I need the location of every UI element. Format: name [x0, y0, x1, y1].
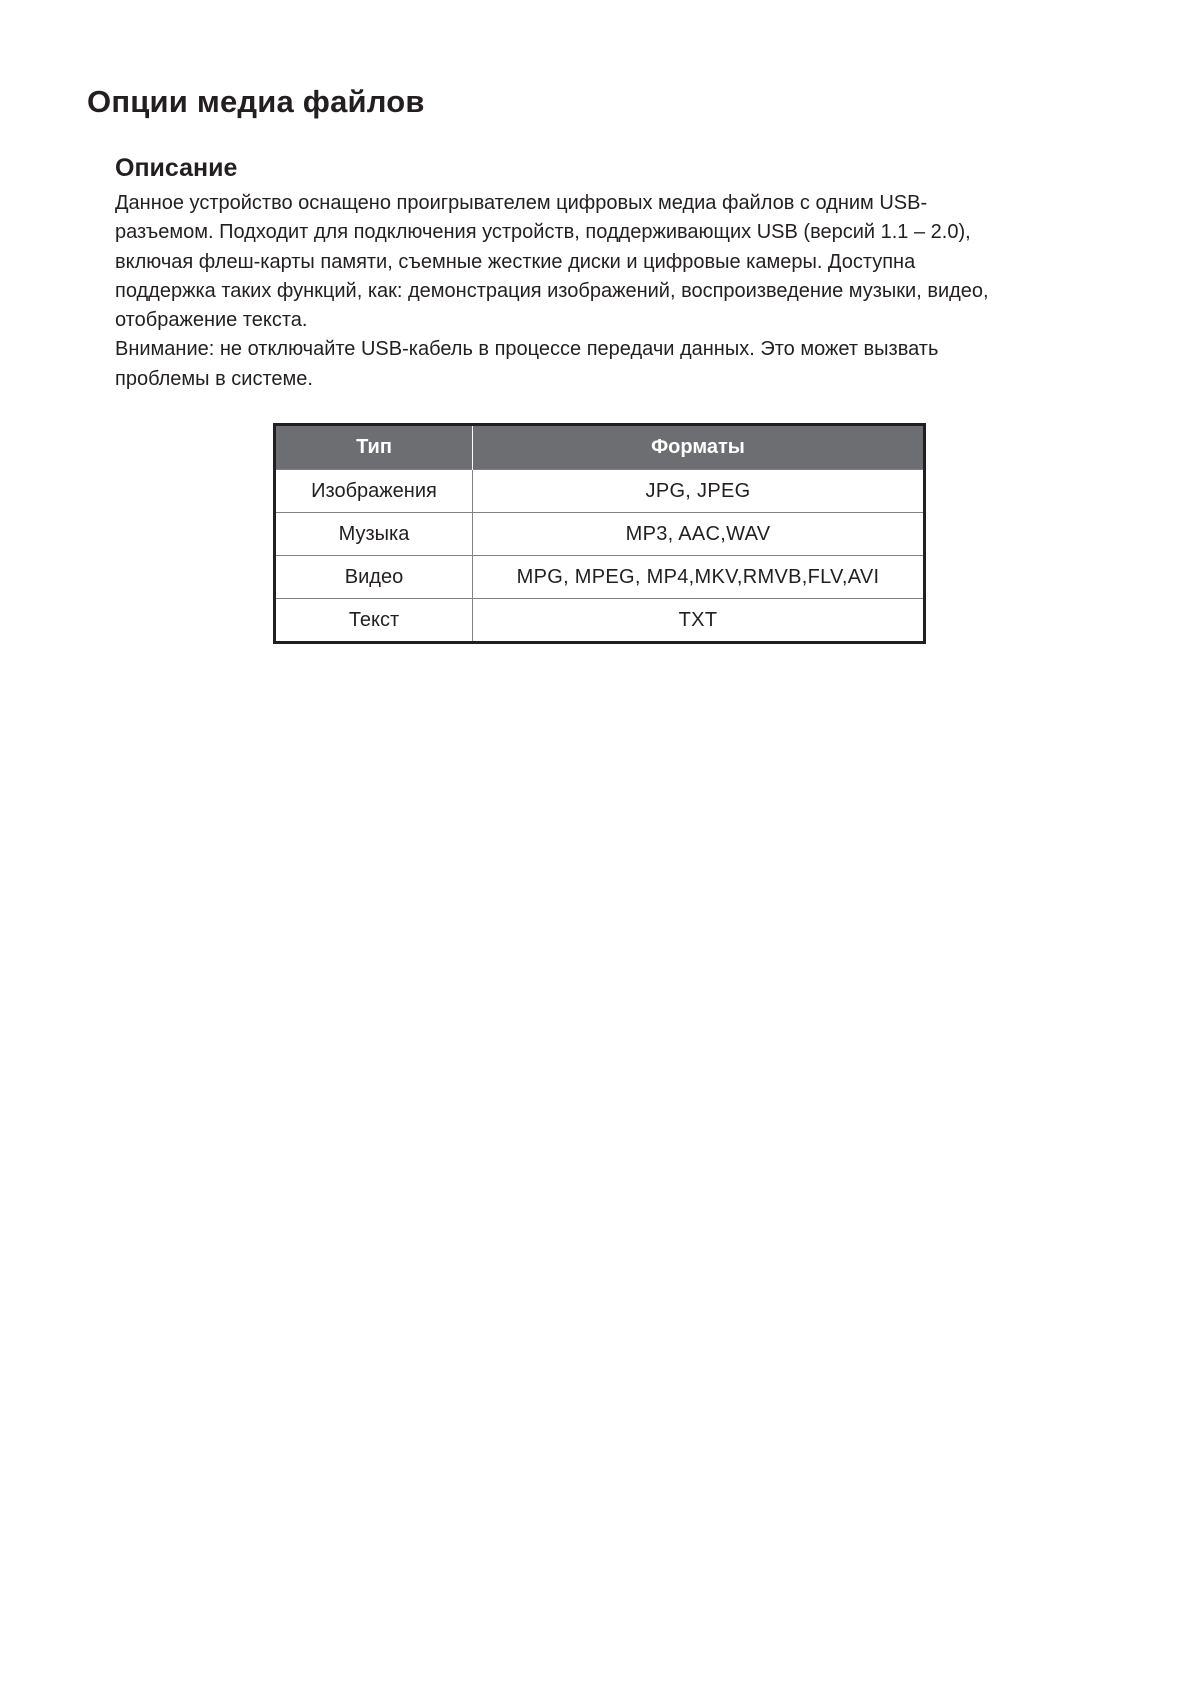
cell-type: Текст — [275, 599, 473, 643]
media-formats-table — [273, 423, 926, 644]
description-line: Данное устройство оснащено проигрывателем цифровых медиа файлов с одним USB- — [115, 192, 928, 214]
description-line: включая флеш-карты памяти, съемные жесткие диски и цифровые камеры. Доступна — [115, 250, 916, 273]
header-type: Тип — [275, 425, 473, 470]
warning-line: Внимание: не отключайте USB-кабель в процессе передачи данных. Это может вызвать — [115, 338, 939, 361]
description-line: разъемом. Подходит для подключения устройств, поддерживающих USB (версий 1.1 – 2.0), — [115, 221, 971, 244]
cell-type: Видео — [275, 556, 473, 599]
page-title: Опции медиа файлов — [87, 84, 425, 119]
description-line: отображение текста. — [115, 309, 308, 332]
table-row — [275, 513, 925, 556]
warning-line: проблемы в системе. — [115, 367, 313, 390]
description-paragraph — [115, 189, 1115, 394]
description-line: поддержка таких функций, как: демонстрация изображений, воспроизведение музыки, видео, — [115, 279, 989, 302]
table-row — [275, 556, 925, 599]
cell-formats: MP3, AAC,WAV — [473, 513, 925, 556]
cell-formats: TXT — [473, 599, 925, 643]
header-formats: Форматы — [473, 425, 925, 470]
cell-formats: MPG, MPEG, MP4,MKV,RMVB,FLV,AVI — [473, 556, 925, 599]
table-row — [275, 599, 925, 643]
cell-type: Музыка — [275, 513, 473, 556]
table-header-row — [275, 425, 925, 470]
table-row — [275, 470, 925, 513]
cell-type: Изображения — [275, 470, 473, 513]
section-title: Описание — [115, 154, 238, 182]
cell-formats: JPG, JPEG — [473, 470, 925, 513]
